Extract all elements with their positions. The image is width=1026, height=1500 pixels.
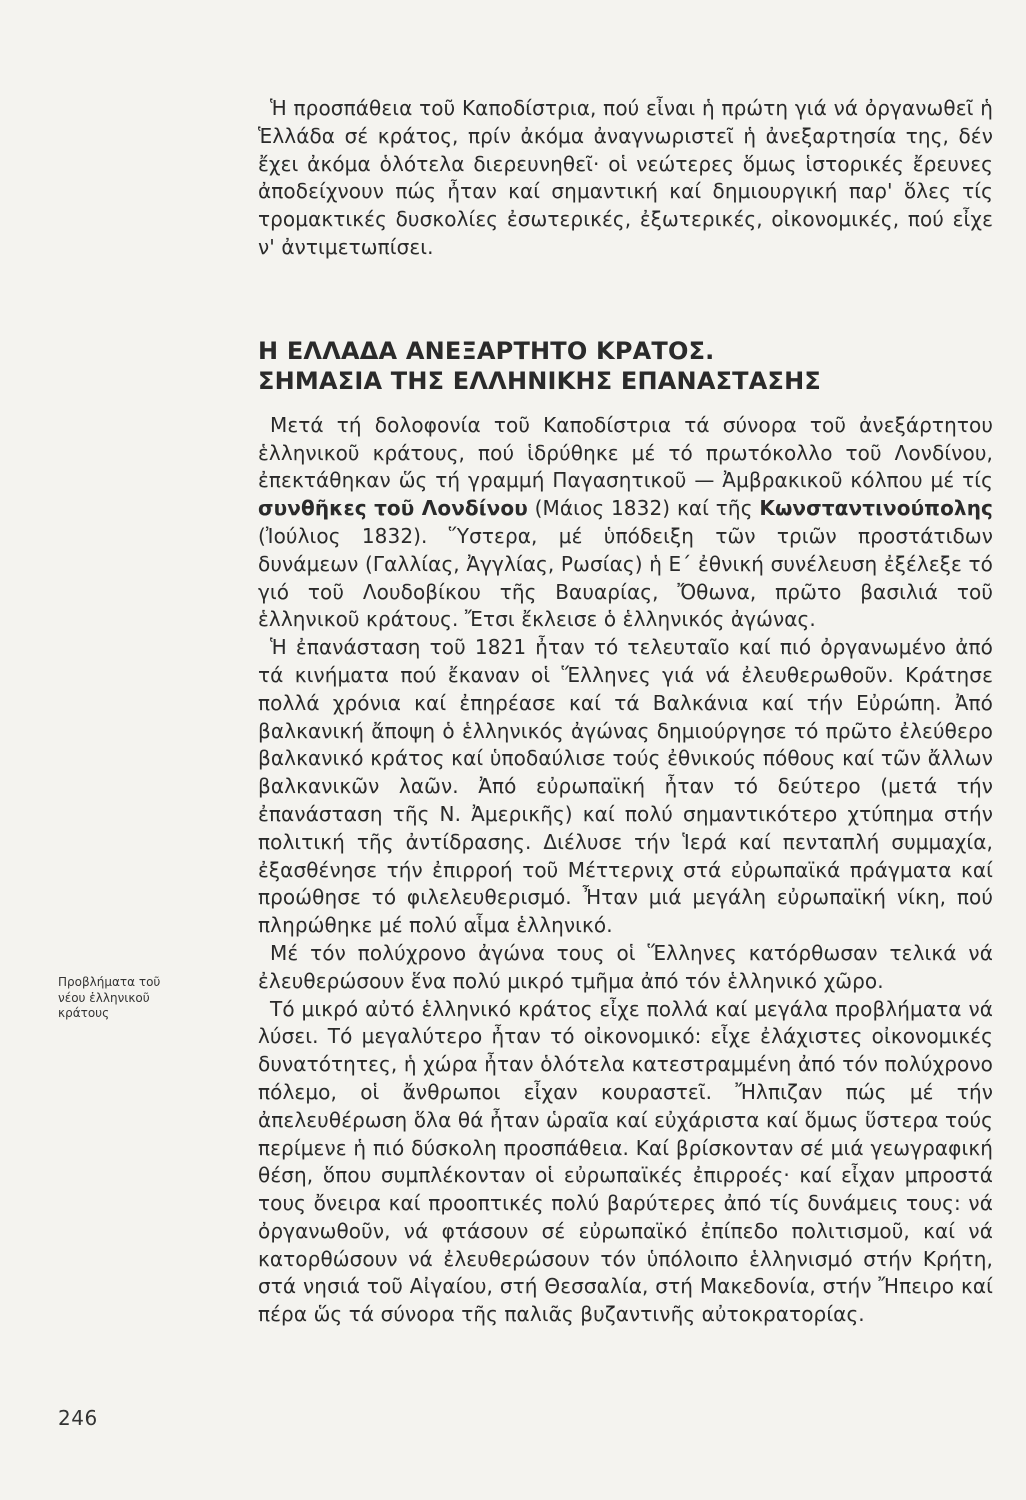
treaty-london: συνθῆκες τοῦ Λονδίνου bbox=[258, 496, 528, 521]
paragraph-borders bbox=[258, 412, 993, 634]
p1-text-a: Μετά τή δολοφονία τοῦ Καποδίστρια τά σύνορα τοῦ ἀνεξάρτητου ἑλληνικοῦ κράτους, πού ἱδρύθηκε μέ τό πρωτόκολλο τοῦ Λονδίνου, ἐπεκτάθηκαν ὥς τή γραμμή Παγασητικοῦ — Ἀμβρακικοῦ κόλπου μέ τίς bbox=[258, 412, 993, 493]
margin-note-line-2: νέου ἑλληνικοῦ bbox=[58, 990, 150, 1005]
paragraph-revolution-significance: Ἡ ἐπανάσταση τοῦ 1821 ἦταν τό τελευταῖο καί πιό ὀργανωμένο ἀπό τά κινήματα πού ἔκαναν οἱ Ἕλληνες γιά νά ἐλευθερωθοῦν. Κράτησε πολλά χρόνια καί ἐπηρέασε καί τά Βαλκάνια καί τήν Εὐρώπη. Ἀπό βαλκανική ἄποψη ὁ ἑλληνικός ἀγώνας δημιούργησε τό πρῶτο ἐλεύθερο βαλκανικό κράτος καί ὑποδαύλισε τούς ἐθνικούς πόθους καί τῶν ἄλλων βαλκανικῶν λαῶν. Ἀπό εὐρωπαϊκή ἦταν τό δεύτερο (μετά τήν ἐπανάσταση τῆς Ν. Ἀμερικῆς) καί πολύ σημαντικότερο χτύπημα στήν πολιτική τῆς ἀντίδρασης. Διέλυσε τήν Ἱερά καί πενταπλή συμμαχία, ἐξασθένησε τήν ἐπιρροή τοῦ Μέττερνιχ στά εὐρωπαϊκά πράγματα καί προώθησε τό φιλελευθερισμό. Ἦταν μιά μεγάλη εὐρωπαϊκή νίκη, πού πληρώθηκε μέ πολύ αἷμα ἑλληνικό. bbox=[258, 635, 993, 938]
section-heading-line-1: Η ΕΛΛΑΔΑ ΑΝΕΞΑΡΤΗΤΟ ΚΡΑΤΟΣ. bbox=[258, 336, 715, 365]
intro-paragraph: Ἡ προσπάθεια τοῦ Καποδίστρια, πού εἶναι ἡ πρώτη γιά νά ὀργανωθεῖ ἡ Ἑλλάδα σέ κράτος, πρίν ἀκόμα ἀναγνωριστεῖ ἡ ἀνεξαρτησία της, δέν ἔχει ἀκόμα ὁλότελα διερευνηθεῖ· οἱ νεώτερες ὅμως ἱστορικές ἔρευνες ἀποδείχνουν πώς ἦταν καί σημαντική καί δημιουργική παρ' ὅλες τίς τρομακτικές δυσκολίες ἐσωτερικές, ἐξωτερικές, οἰκονομικές, πού εἶχε ν' ἀντιμετωπίσει. bbox=[258, 96, 993, 259]
treaty-constantinople: Κωνσταντινούπολης bbox=[759, 496, 993, 521]
margin-note-line-1: Προβλήματα τοῦ bbox=[58, 975, 161, 989]
paragraph-state-problems: Τό μικρό αὐτό ἑλληνικό κράτος εἶχε πολλά καί μεγάλα προβλήματα νά λύσει. Τό μεγαλύτερο ἦταν τό οἰκονομικό: εἶχε ἐλάχιστες οἰκονομικές δυνατότητες, ἡ χώρα ἦταν ὁλότελα κατεστραμμένη ἀπό τόν πολύχρονο πόλεμο, οἱ ἄνθρωποι εἶχαν κουραστεῖ. Ἤλπιζαν πώς μέ τήν ἀπελευθέρωση ὅλα θά ἦταν ὡραῖα καί εὐχάριστα καί ὅμως ὕστερα τούς περίμενε ἡ πιό δύσκολη προσπάθεια. Καί βρίσκονταν σέ μιά γεωγραφική θέση, ὅπου συμπλέκονταν οἱ εὐρωπαϊκές ἐπιρροές· καί εἶχαν μπροστά τους ὄνειρα καί προοπτικές πολύ βαρύτερες ἀπό τίς δυνάμεις τους: νά ὀργανωθοῦν, νά φτάσουν σέ εὐρωπαϊκό ἐπίπεδο πολιτισμοῦ, καί νά κατορθώσουν νά ἐλευθερώσουν τόν ὑπόλοιπο ἑλληνισμό στήν Κρήτη, στά νησιά τοῦ Αἰγαίου, στή Θεσσαλία, στή Μακεδονία, στήν Ἤπειρο καί πέρα ὥς τά σύνορα τῆς παλιᾶς βυζαντινῆς αὐτοκρατορίας. bbox=[258, 996, 993, 1327]
paragraph-small-territory: Μέ τόν πολύχρονο ἀγώνα τους οἱ Ἕλληνες κατόρθωσαν τελικά νά ἐλευθερώσουν ἕνα πολύ μικρό τμῆμα ἀπό τόν ἑλληνικό χῶρο. bbox=[258, 940, 993, 993]
p1-text-e: (Ἰούλιος 1832). Ὕστερα, μέ ὑπόδειξη τῶν τριῶν προστάτιδων δυνάμεων (Γαλλίας, Ἀγγλίας, Ρωσίας) ἡ Ε΄ ἐθνική συνέλευση ἐξέλεξε τό γιό τοῦ Λουδοβίκου τῆς Βαυαρίας, Ὄθωνα, πρῶτο βασιλιά τοῦ ἑλληνικοῦ κράτους. Ἔτσι ἔκλεισε ὁ ἑλληνικός ἀγώνας. bbox=[258, 523, 993, 632]
section-heading bbox=[258, 336, 993, 396]
margin-note-line-3: κράτους bbox=[58, 1006, 110, 1020]
page-number: 246 bbox=[58, 1406, 98, 1430]
p1-text-c: (Μάιος 1832) καί τῆς bbox=[527, 496, 760, 521]
section-heading-line-2: ΣΗΜΑΣΙΑ ΤΗΣ ΕΛΛΗΝΙΚΗΣ ΕΠΑΝΑΣΤΑΣΗΣ bbox=[258, 366, 822, 395]
margin-note bbox=[58, 975, 228, 1022]
main-text-column bbox=[258, 95, 993, 1329]
